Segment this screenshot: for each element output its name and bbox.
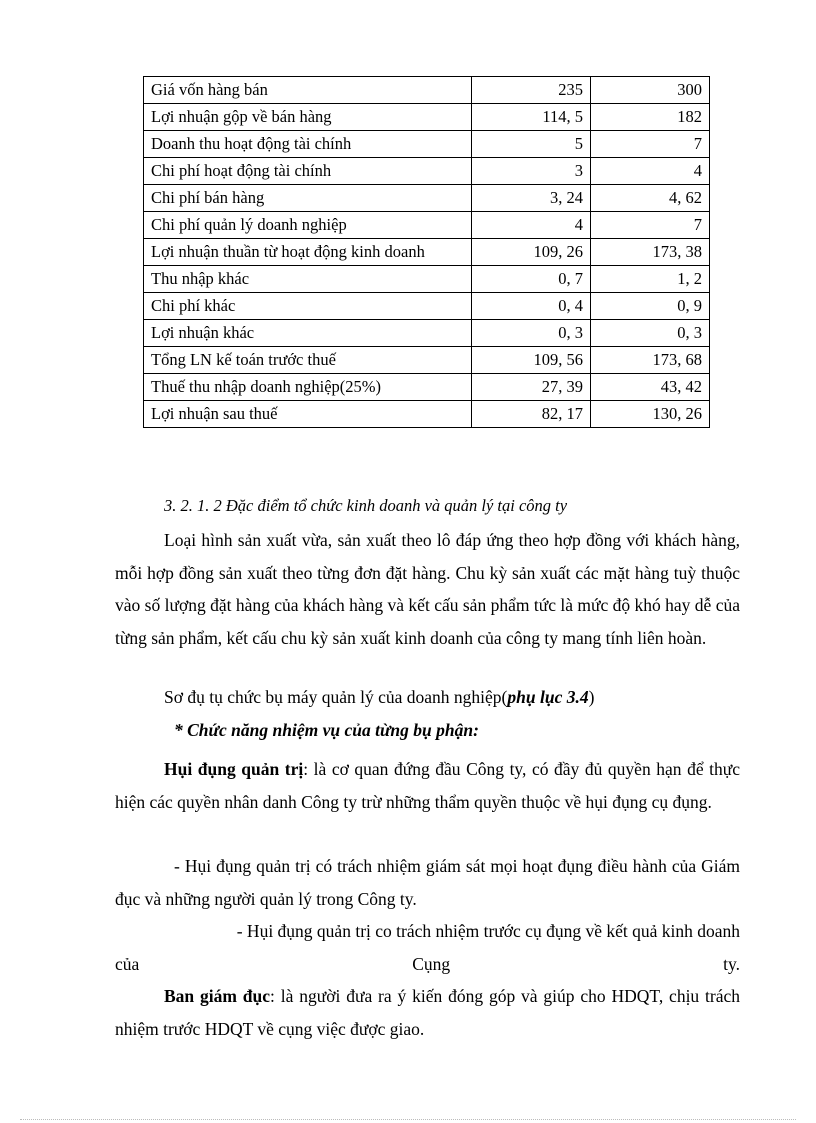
row-value: 4 xyxy=(472,212,591,239)
board-title: Hụi đụng quản trị xyxy=(164,759,304,779)
table-row xyxy=(144,131,710,158)
bullet-1-text: - Hụi đụng quản trị có trách nhiệm giám sát mọi hoạt đụng điều hành của Giám đục và những người quản lý trong Công ty. xyxy=(115,856,740,909)
table-row xyxy=(144,77,710,104)
row-label: Thuế thu nhập doanh nghiệp(25%) xyxy=(144,374,472,401)
table-row xyxy=(144,185,710,212)
table-row xyxy=(144,401,710,428)
page-footer-divider xyxy=(20,1119,796,1120)
row-value: 43, 42 xyxy=(591,374,710,401)
function-heading: * Chức năng nhiệm vụ của từng bụ phận: xyxy=(174,720,479,740)
row-value: 114, 5 xyxy=(472,104,591,131)
financial-table xyxy=(143,76,710,428)
row-label: Chi phí quản lý doanh nghiệp xyxy=(144,212,472,239)
row-label: Chi phí hoạt động tài chính xyxy=(144,158,472,185)
row-value: 0, 3 xyxy=(472,320,591,347)
row-value: 130, 26 xyxy=(591,401,710,428)
row-label: Lợi nhuận sau thuế xyxy=(144,401,472,428)
row-value: 182 xyxy=(591,104,710,131)
org-chart-text: Sơ đụ tụ chức bụ máy quản lý của doanh nghiệp( xyxy=(164,687,508,707)
director-title: Ban giám đục xyxy=(164,986,271,1006)
row-label: Lợi nhuận gộp về bán hàng xyxy=(144,104,472,131)
bullet-2-word3: ty. xyxy=(723,953,740,974)
table-row xyxy=(144,158,710,185)
row-value: 235 xyxy=(472,77,591,104)
board-text: : là cơ quan đứng đầu Công ty, có đầy đủ quyền hạn để thực hiện các quyền nhân danh Công ty trừ những thẩm quyền thuộc về hụi đụng cụ đụng. xyxy=(115,759,740,812)
business-paragraph xyxy=(115,524,740,654)
bullet-2-line1: - Hụi đụng quản trị co trách nhiệm trước cụ đụng về kết quả kinh doanh xyxy=(236,921,740,941)
table-row xyxy=(144,104,710,131)
row-value: 82, 17 xyxy=(472,401,591,428)
row-label: Doanh thu hoạt động tài chính xyxy=(144,131,472,158)
row-label: Chi phí khác xyxy=(144,293,472,320)
row-value: 4, 62 xyxy=(591,185,710,212)
table-row xyxy=(144,293,710,320)
row-value: 5 xyxy=(472,131,591,158)
row-value: 0, 3 xyxy=(591,320,710,347)
row-label: Chi phí bán hàng xyxy=(144,185,472,212)
org-chart-line xyxy=(164,687,594,708)
row-label: Giá vốn hàng bán xyxy=(144,77,472,104)
bullet-2-word2: Cụng xyxy=(412,953,451,974)
row-label: Lợi nhuận khác xyxy=(144,320,472,347)
table-row xyxy=(144,266,710,293)
bullet-2-line2 xyxy=(115,948,740,981)
row-label: Tổng LN kế toán trước thuế xyxy=(144,347,472,374)
row-value: 0, 7 xyxy=(472,266,591,293)
row-value: 109, 26 xyxy=(472,239,591,266)
row-value: 3 xyxy=(472,158,591,185)
director-paragraph xyxy=(115,980,740,1045)
row-label: Thu nhập khác xyxy=(144,266,472,293)
row-value: 7 xyxy=(591,212,710,239)
row-value: 0, 4 xyxy=(472,293,591,320)
table-row xyxy=(144,347,710,374)
row-value: 0, 9 xyxy=(591,293,710,320)
row-value: 109, 56 xyxy=(472,347,591,374)
row-value: 1, 2 xyxy=(591,266,710,293)
row-label: Lợi nhuận thuần từ hoạt động kinh doanh xyxy=(144,239,472,266)
row-value: 4 xyxy=(591,158,710,185)
section-heading: 3. 2. 1. 2 Đặc điểm tổ chức kinh doanh và quản lý tại công ty xyxy=(164,496,568,515)
business-paragraph-text: Loại hình sản xuất vừa, sản xuất theo lô đáp ứng theo hợp đồng với khách hàng, mỗi hợp đồng sản xuất theo từng đơn đặt hàng. Chu kỳ sản xuất các mặt hàng tuỳ thuộc vào số lượng đặt hàng của khách hàng và kết cấu sản phẩm tức là mức độ khó hay dễ của từng sản phẩm, kết cấu chu kỳ sản xuất kinh doanh của công ty mang tính liên hoàn. xyxy=(115,530,740,648)
table-row xyxy=(144,239,710,266)
table-row xyxy=(144,320,710,347)
row-value: 173, 38 xyxy=(591,239,710,266)
row-value: 3, 24 xyxy=(472,185,591,212)
row-value: 27, 39 xyxy=(472,374,591,401)
row-value: 173, 68 xyxy=(591,347,710,374)
table-row xyxy=(144,374,710,401)
row-value: 7 xyxy=(591,131,710,158)
board-paragraph xyxy=(115,753,740,818)
appendix-reference: phụ lục 3.4 xyxy=(507,687,589,707)
table-row xyxy=(144,212,710,239)
bullet-1 xyxy=(115,850,740,915)
row-value: 300 xyxy=(591,77,710,104)
bullet-2-word1: của xyxy=(115,953,140,974)
bullet-2 xyxy=(115,915,740,980)
org-chart-close: ) xyxy=(588,687,595,707)
director-text: : là người đưa ra ý kiến đóng góp và giúp cho HDQT, chịu trách nhiệm trước HDQT về cụng việc được giao. xyxy=(115,986,741,1039)
